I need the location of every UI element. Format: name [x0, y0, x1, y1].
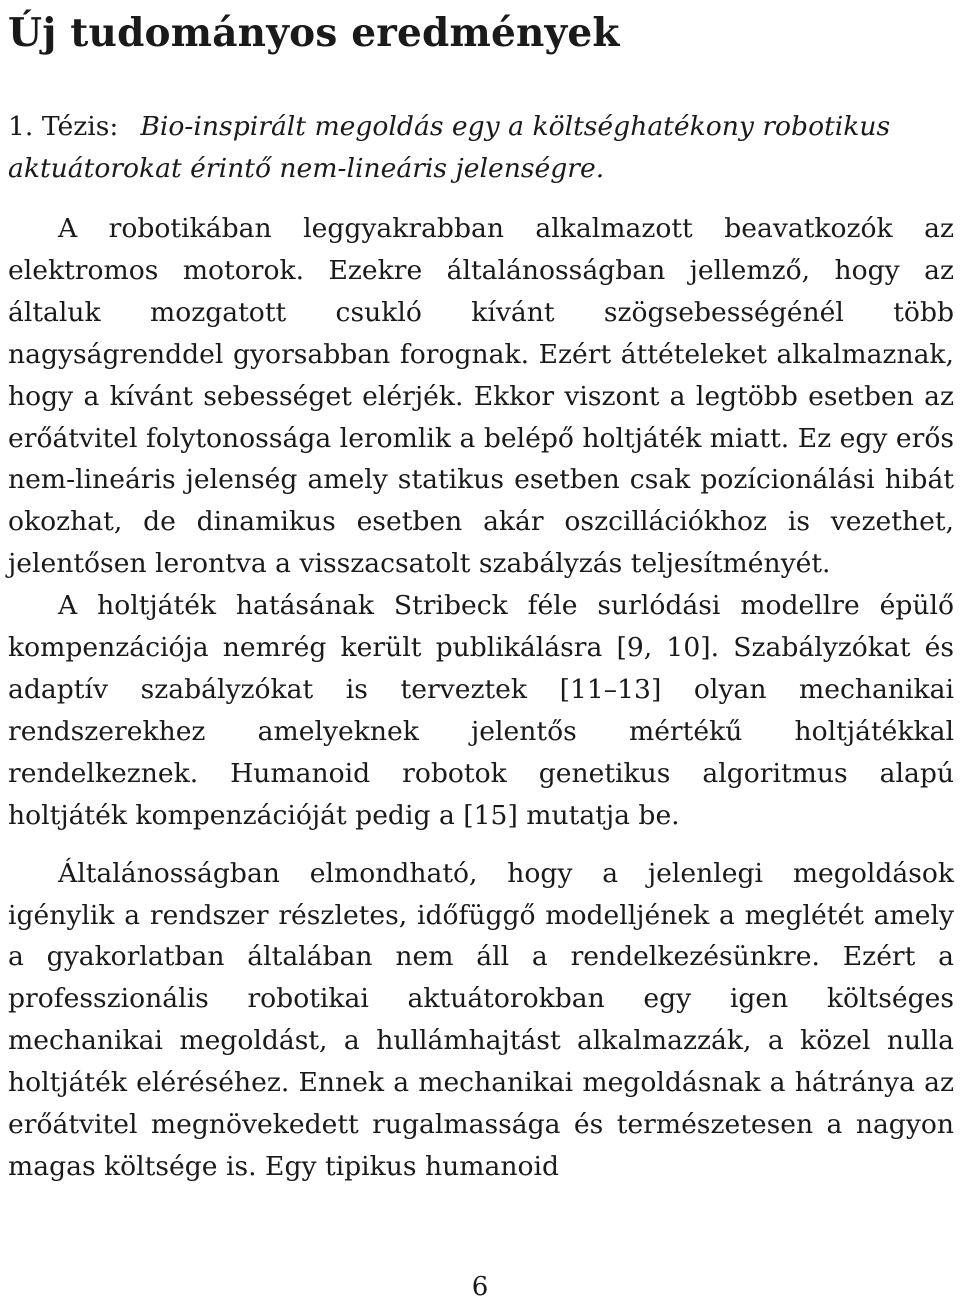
paragraph-2: A holtjáték hatásának Stribeck féle surlódási modellre épülő kompenzációja nemrég került publikálásra [9, 10]. Szabályzókat és adaptív szabályzókat is terveztek [11–13] olyan mechanikai rendszerekhez amelyeknek jelentős mértékű holtjátékkal rendelkeznek. Humanoid robotok genetikus algoritmus alapú holtjáték kompenzációját pedig a [15] mutatja be. [8, 590, 954, 831]
body-text [8, 208, 954, 1188]
section-title: Új tudományos eredmények [8, 10, 620, 56]
paragraph-3: Általánosságban elmondható, hogy a jelenlegi megoldások igénylik a rendszer részletes, időfüggő modelljének a meglétét amely a gyakorlatban általában nem áll a rendelkezésünkre. Ezért a professzionális robotikai aktuátorokban egy igen költséges mechanikai megoldást, a hullámhajtást alkalmazzák, a közel nulla holtjáték eléréséhez. Ennek a mechanikai megoldásnak a hátránya az erőátvitel megnövekedett rugalmassága és természetesen a nagyon magas költsége is. Egy tipikus humanoid [8, 857, 954, 1182]
paragraph-1: A robotikában leggyakrabban alkalmazott beavatkozók az elektromos motorok. Ezekre általánosságban jellemző, hogy az általuk mozgatott csukló kívánt szögsebességénél több nagyságrenddel gyorsabban forognak. Ezért áttételeket alkalmaznak, hogy a kívánt sebességet elérjék. Ekkor viszont a legtöbb esetben az erőátvitel folytonossága leromlik a belépő holtjáték miatt. Ez egy erős nem-lineáris jelenség amely statikus esetben csak pozícionálási hibát okozhat, de dinamikus esetben akár oszcillációkhoz is vezethet, jelentősen lerontva a visszacsatolt szabályzás teljesítményét. [8, 213, 954, 580]
page-number: 6 [471, 1272, 489, 1302]
document-page [8, 0, 954, 1188]
thesis-label: 1. Tézis: [8, 111, 119, 142]
thesis-text: Bio-inspirált megoldás egy a költséghatékony robotikus aktuátorokat érintő nem-lineáris jelenségre. [8, 111, 891, 184]
thesis-statement [8, 106, 954, 190]
